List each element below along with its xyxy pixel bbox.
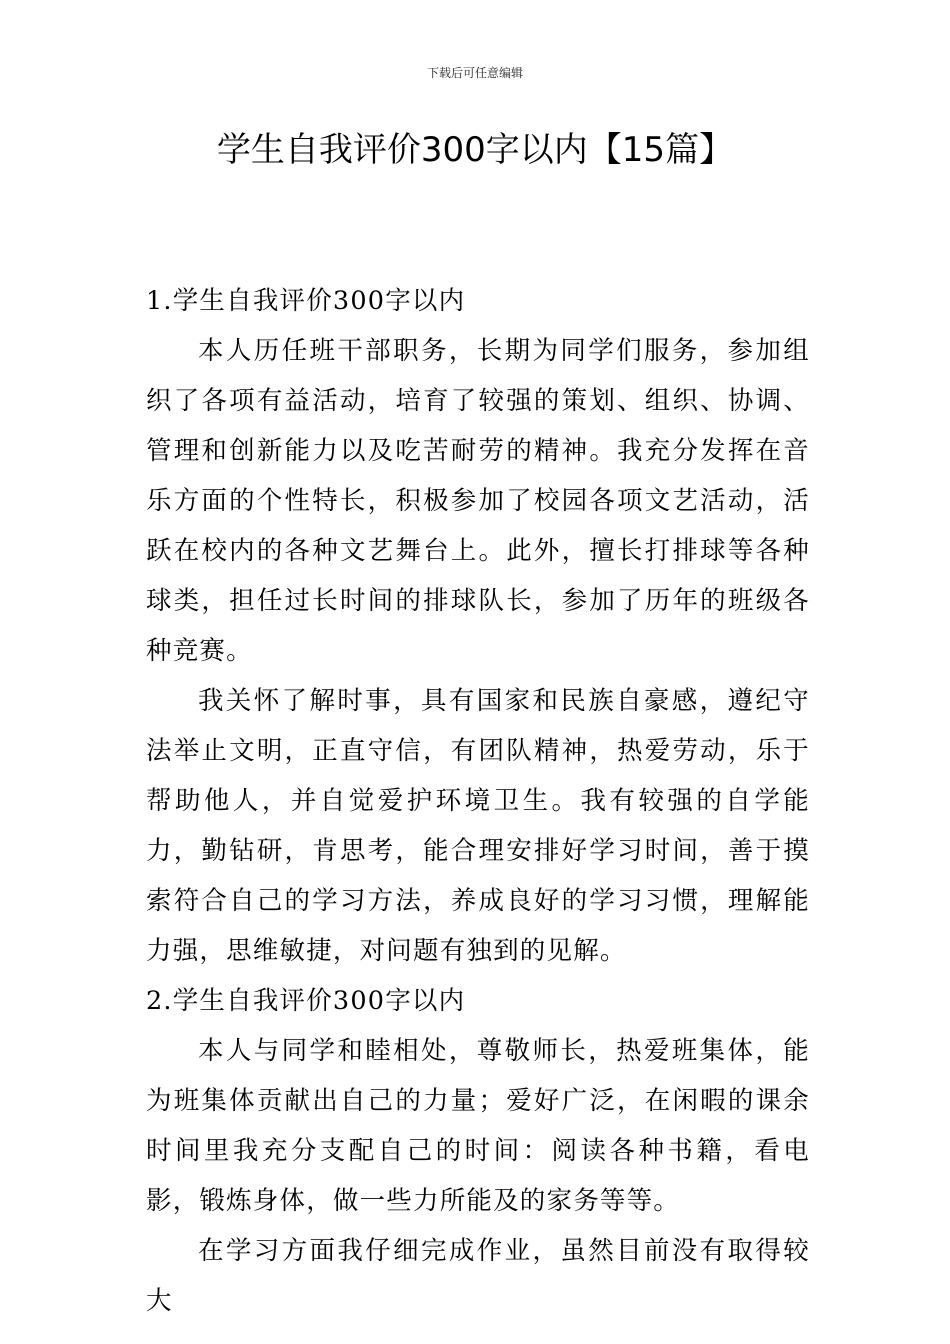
paragraph: 我关怀了解时事，具有国家和民族自豪感，遵纪守法举止文明，正直守信，有团队精神，热爱劳动，乐于帮助他人，并自觉爱护环境卫生。我有较强的自学能力，勤钻研，肯思考，能合理安排好学习时间，善于摸索符合自己的学习方法，养成良好的学习习惯，理解能力强，思维敏捷，对问题有独到的见解。 (146, 686, 810, 966)
section-heading: 2.学生自我评价300字以内 (146, 986, 466, 1016)
paragraph: 在学习方面我仔细完成作业，虽然目前没有取得较大 (146, 1236, 810, 1316)
header-note: 下载后可任意编辑 (426, 66, 523, 80)
paragraph: 本人历任班干部职务，长期为同学们服务，参加组织了各项有益活动，培育了较强的策划、组织、协调、管理和创新能力以及吃苦耐劳的精神。我充分发挥在音乐方面的个性特长，积极参加了校园各项文艺活动，活跃在校内的各种文艺舞台上。此外，擅长打排球等各种球类，担任过长时间的排球队长，参加了历年的班级各种竞赛。 (146, 336, 810, 666)
paragraph: 本人与同学和睦相处，尊敬师长，热爱班集体，能为班集体贡献出自己的力量；爱好广泛，在闲暇的课余时间里我充分支配自己的时间：阅读各种书籍，看电影，锻炼身体，做一些力所能及的家务等等。 (146, 1036, 810, 1216)
document-title: 学生自我评价300字以内【15篇】 (216, 130, 734, 170)
section-heading: 1.学生自我评价300字以内 (146, 286, 466, 316)
document-body (146, 276, 810, 1326)
